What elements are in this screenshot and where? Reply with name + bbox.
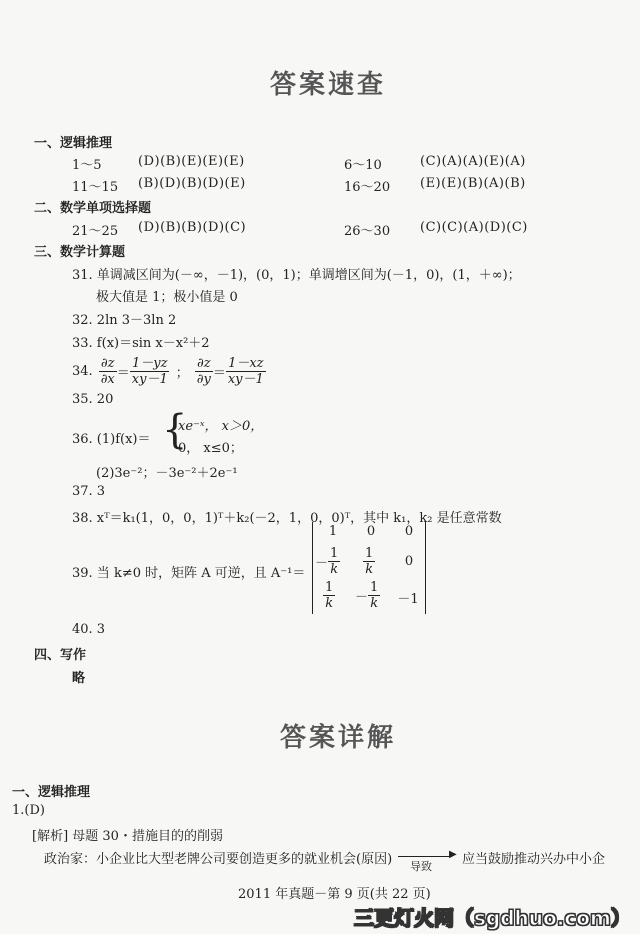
- politician-conclusion: 应当鼓励推动兴办中小企: [462, 852, 606, 867]
- matrix-r2-c2-den: k: [365, 562, 374, 577]
- detail-answer-title: 答案详解: [280, 723, 397, 753]
- q34-result-x-num: 1－yz: [132, 356, 168, 371]
- causal-arrow-label: 导致: [410, 860, 432, 873]
- q34-result-y-den: xy－1: [227, 372, 264, 387]
- logic-range-3: 11～15: [72, 180, 119, 195]
- logic-answer-1: (D)(B)(E)(E)(E): [138, 154, 245, 169]
- q34-label: 34.: [72, 364, 93, 379]
- q34-partial-x: [99, 356, 117, 387]
- detail-section-logic-heading: 一、逻辑推理: [12, 785, 91, 800]
- logic-answer-3: (B)(D)(B)(D)(E): [138, 176, 246, 191]
- logic-range-4: 16～20: [344, 180, 391, 195]
- q34-result-x: [130, 356, 170, 387]
- q33: 33. f(x)＝sin x－x²＋2: [72, 336, 210, 351]
- causal-arrow-line: [398, 856, 452, 857]
- q39-label: 39. 当 k≠0 时，矩阵 A 可逆，且 A⁻¹＝: [72, 566, 306, 581]
- matrix-r3-c1-num: 1: [325, 580, 334, 595]
- math-choice-answer-1: (D)(B)(B)(D)(C): [138, 220, 247, 235]
- q34-partial-x-num: ∂z: [100, 356, 115, 371]
- matrix-r1-c3: 0: [404, 524, 414, 539]
- q34-partial-y: [195, 356, 213, 387]
- section-logic-heading: 一、逻辑推理: [34, 136, 113, 151]
- matrix-r2-c1-frac: [328, 546, 340, 577]
- q36-case1: xe⁻ˣ， x＞0，: [178, 419, 264, 434]
- q34-separator: ；: [175, 366, 189, 381]
- q32: 32. 2ln 3－3ln 2: [72, 313, 177, 328]
- page-footer: 2011 年真题－第 9 页(共 22 页): [238, 887, 431, 902]
- matrix-r1-c2: 0: [366, 524, 376, 539]
- matrix-r2-c2: [363, 546, 375, 577]
- matrix-r3-c2: [355, 580, 380, 611]
- logic-answer-4: (E)(E)(B)(A)(B): [420, 176, 526, 191]
- matrix-r3-c1: [323, 580, 335, 611]
- detail-analysis: [解析] 母题 30・措施目的的削弱: [32, 829, 223, 844]
- matrix-r2-c3: 0: [404, 554, 414, 569]
- q34-result-y-num: 1－xz: [228, 356, 264, 371]
- math-choice-answer-2: (C)(C)(A)(D)(C): [420, 220, 528, 235]
- matrix-r2-c1-sign: －: [315, 556, 329, 571]
- causal-arrow-head: ▶: [449, 849, 457, 860]
- q34-partial-y-den: ∂y: [196, 372, 211, 387]
- section-math-calc-heading: 三、数学计算题: [34, 245, 126, 260]
- matrix-r2-c1: [315, 546, 340, 577]
- q36-part2: (2)3e⁻²；－3e⁻²＋2e⁻¹: [96, 466, 238, 481]
- section-writing-heading: 四、写作: [34, 648, 87, 663]
- watermark: 三更灯火网（sgdhuo.com）: [354, 906, 631, 930]
- q34-eq-1: ＝: [116, 366, 130, 381]
- logic-range-1: 1～5: [72, 158, 102, 173]
- matrix-r2-c1-den: k: [330, 562, 339, 577]
- politician-cause: 政治家：小企业比大型老牌公司要创造更多的就业机会(原因): [44, 852, 393, 867]
- logic-answer-2: (C)(A)(A)(E)(A): [420, 154, 526, 169]
- q34: [72, 356, 266, 387]
- math-choice-range-1: 21～25: [72, 224, 119, 239]
- q34-eq-2: ＝: [212, 366, 226, 381]
- matrix-r3-c2-num: 1: [370, 580, 379, 595]
- matrix-r3-c1-den: k: [325, 596, 334, 611]
- matrix-r3-c2-sign: －: [355, 590, 369, 605]
- matrix-r2-c1-num: 1: [330, 546, 339, 561]
- q31-line1: 31. 单调减区间为(－∞，－1)，(0，1)；单调增区间为(－1，0)，(1，＋∞)；: [72, 268, 521, 283]
- matrix-r3-c2-frac: [368, 580, 380, 611]
- q31-line2: 极大值是 1；极小值是 0: [96, 290, 238, 305]
- q36-case2: 0， x≤0；: [178, 441, 243, 456]
- matrix-r3-c2-den: k: [370, 596, 379, 611]
- q34-partial-y-num: ∂z: [196, 356, 211, 371]
- q36-label: 36. (1)f(x)＝: [72, 432, 151, 447]
- matrix-r3-c3: －1: [397, 592, 419, 607]
- q38: 38. xᵀ＝k₁(1，0，0，1)ᵀ＋k₂(－2，1，0，0)ᵀ，其中 k₁，k₂ 是任意常数: [72, 511, 502, 526]
- q34-result-x-den: xy－1: [131, 372, 168, 387]
- q37: 37. 3: [72, 484, 106, 499]
- matrix-r3-c1-frac: [323, 580, 335, 611]
- logic-range-2: 6～10: [344, 158, 382, 173]
- q40: 40. 3: [72, 622, 106, 637]
- math-choice-range-2: 26～30: [344, 224, 391, 239]
- writing-answer: 略: [72, 671, 86, 686]
- matrix-r2-c2-num: 1: [365, 546, 374, 561]
- inverse-matrix: [312, 522, 426, 614]
- quick-answer-title: 答案速查: [270, 70, 387, 100]
- q35: 35. 20: [72, 392, 114, 407]
- matrix-r2-c2-frac: [363, 546, 375, 577]
- q34-result-y: [226, 356, 266, 387]
- detail-q1: 1.(D): [12, 803, 45, 818]
- matrix-r1-c1: 1: [328, 524, 338, 539]
- q34-partial-x-den: ∂x: [100, 372, 115, 387]
- section-math-choice-heading: 二、数学单项选择题: [34, 201, 152, 216]
- q36-brace: {: [162, 407, 188, 453]
